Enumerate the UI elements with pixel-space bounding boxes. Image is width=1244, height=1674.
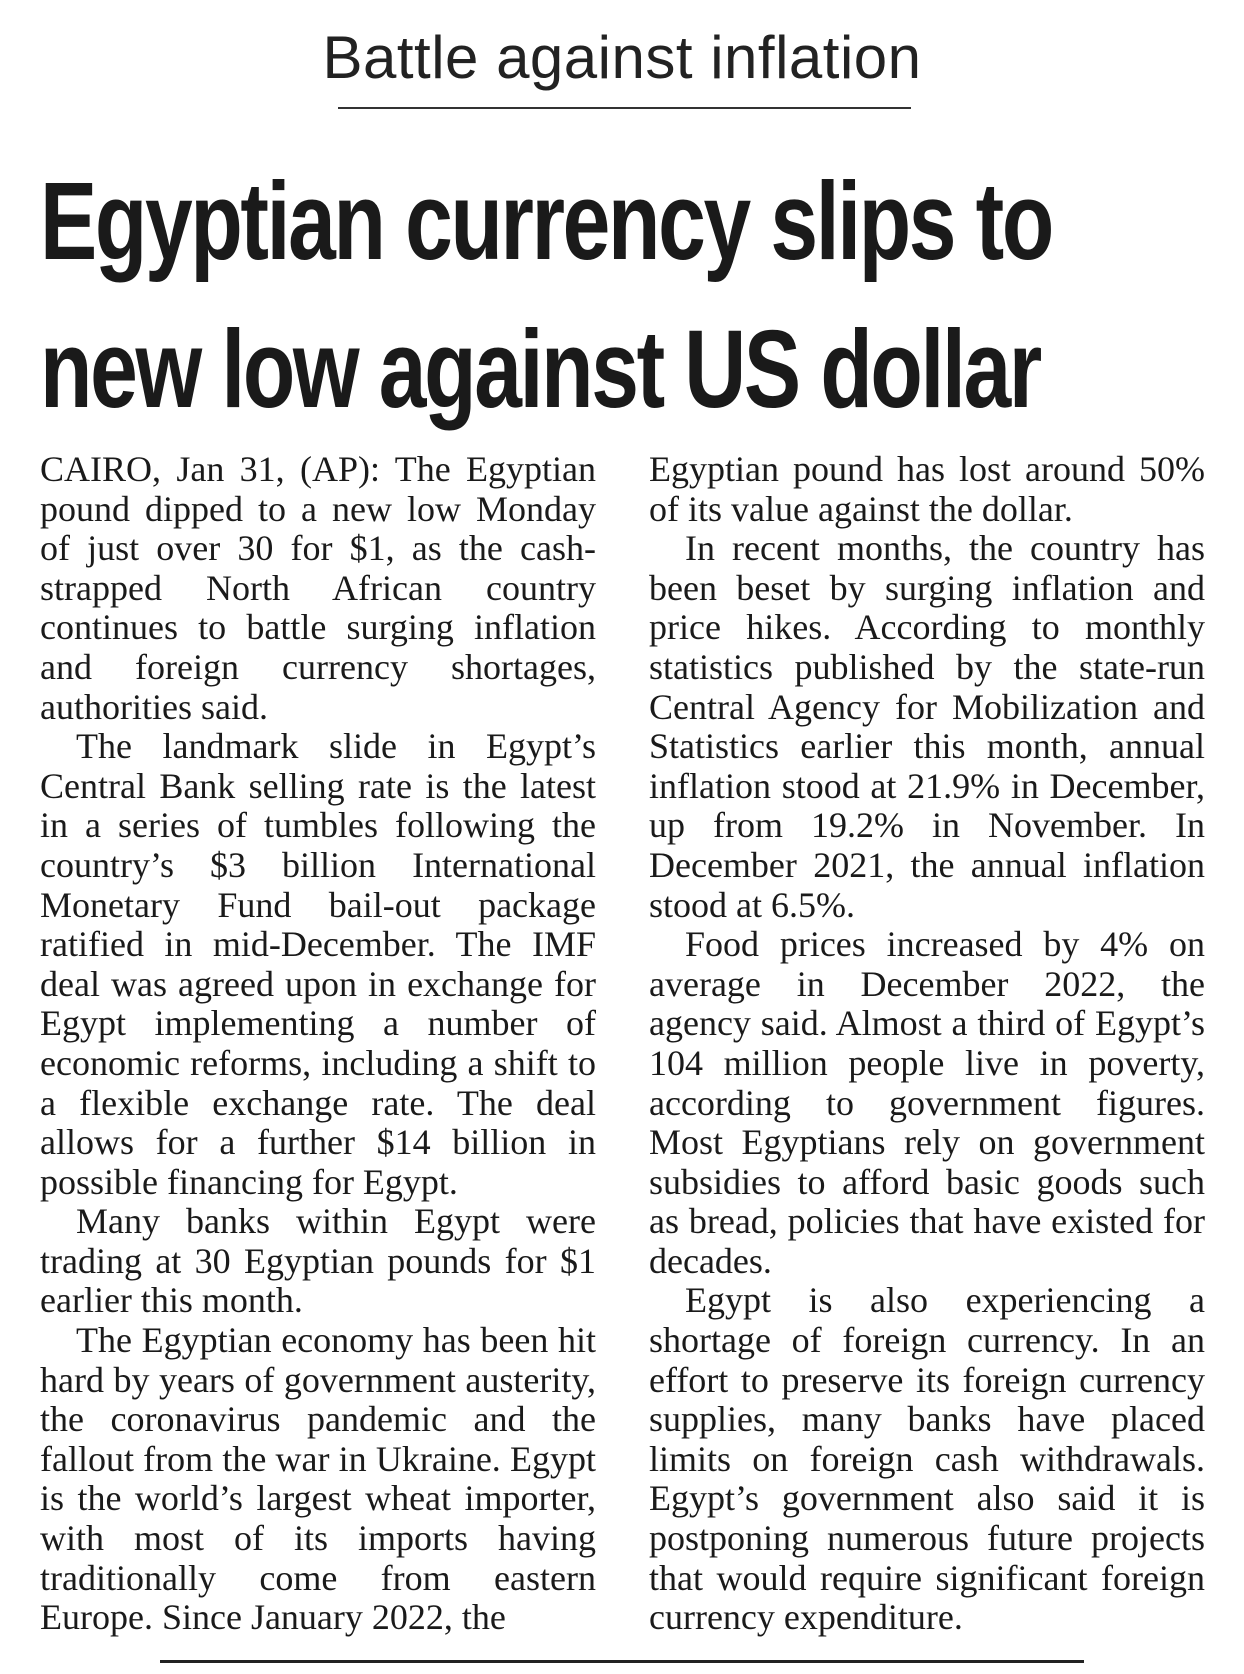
paragraph: In recent months, the country has been beset by surging inflation and price hikes. According to monthly statistics published by the state-run Central Agency for Mobilization and Statistics earlier this month, annual inflation stood at 21.9% in December, up from 19.2% in November. In December 2021, the annual inflation stood at 6.5%. [649,528,1205,925]
paragraph: The Egyptian economy has been hit hard by years of government austerity, the coronavirus pandemic and the fallout from the war in Ukraine. Egypt is the world’s largest wheat importer, with most of its imports having traditionally come from eastern Europe. Since January 2022, the [40,1320,596,1638]
headline-line-2: new low against US dollar [40,308,1040,431]
paragraph: Many banks within Egypt were trading at 30 Egyptian pounds for $1 earlier this month. [40,1201,596,1321]
article-kicker: Battle against inflation [322,24,922,91]
article-headline [40,148,1204,444]
column-left [40,449,596,1638]
paragraph: CAIRO, Jan 31, (AP): The Egyptian pound dipped to a new low Monday of just over 30 for $1, as the cash-strapped North African country continues to battle surging inflation and foreign currency shortages, authorities said. [40,449,596,727]
paragraph: Egypt is also experiencing a shortage of foreign currency. In an effort to preserve its foreign currency supplies, many banks have placed limits on foreign cash withdrawals. Egypt’s government also said it is postponing numerous future projects that would require significant foreign currency expenditure. [649,1280,1205,1638]
article-body [40,449,1205,1638]
paragraph: The landmark slide in Egypt’s Central Bank selling rate is the latest in a series of tumbles following the country’s $3 billion International Monetary Fund bail-out package ratified in mid-December. The IMF deal was agreed upon in exchange for Egypt implementing a number of economic reforms, including a shift to a flexible exchange rate. The deal allows for a further $14 billion in possible financing for Egypt. [40,726,596,1202]
kicker-divider [338,107,911,109]
bottom-divider [160,1660,1084,1663]
paragraph: Food prices increased by 4% on average in December 2022, the agency said. Almost a third of Egypt’s 104 million people live in poverty, according to government figures. Most Egyptians rely on government subsidies to afford basic goods such as bread, policies that have existed for decades. [649,924,1205,1281]
column-right [649,449,1205,1638]
headline-line-1: Egyptian currency slips to [40,160,1052,283]
paragraph: Egyptian pound has lost around 50% of its value against the dollar. [649,449,1205,529]
